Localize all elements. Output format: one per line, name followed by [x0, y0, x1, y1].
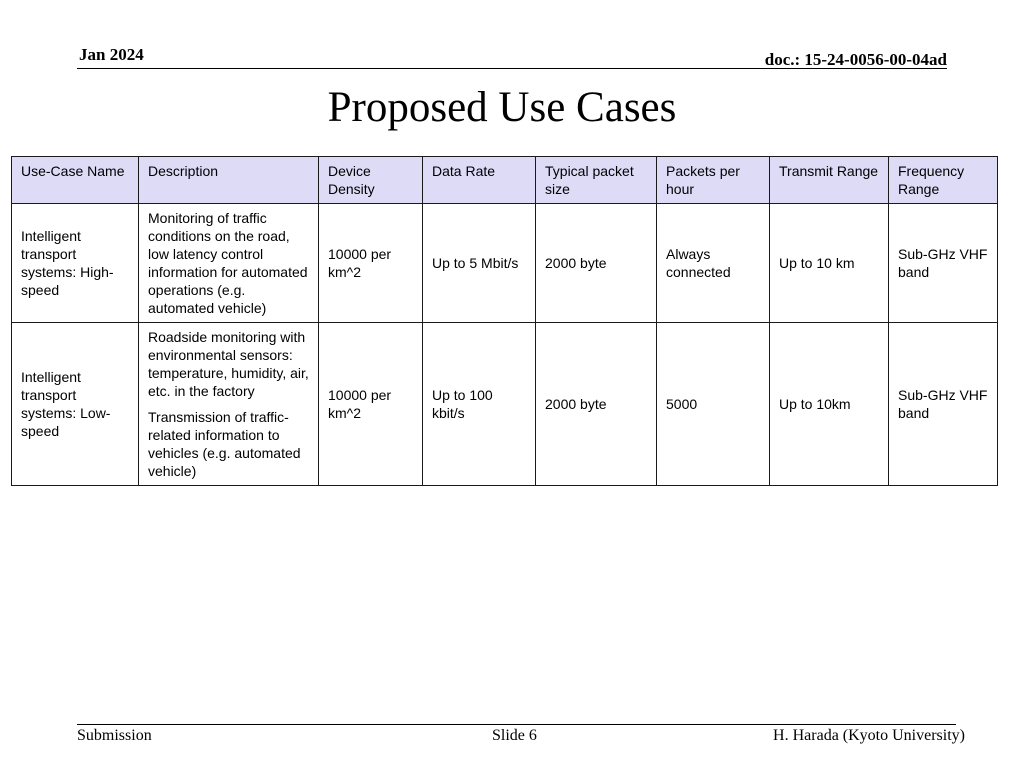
- footer-slide-number: Slide 6: [492, 727, 537, 744]
- table-header-row: [12, 157, 998, 204]
- packet-size-cell: 2000 byte: [536, 204, 657, 323]
- column-header-frequency-range: Frequency Range: [889, 157, 998, 204]
- footer-divider: [77, 724, 956, 725]
- data-rate-cell: Up to 100 kbit/s: [423, 323, 536, 486]
- description-cell: [139, 323, 319, 486]
- use-case-name-cell: Intelligent transport systems: Low-speed: [12, 323, 139, 486]
- footer-submission: Submission: [77, 727, 152, 744]
- frequency-range-cell: Sub-GHz VHF band: [889, 204, 998, 323]
- column-header-use-case-name: Use-Case Name: [12, 157, 139, 204]
- header-date: Jan 2024: [79, 45, 144, 64]
- description-cell: [139, 204, 319, 323]
- table-row: [12, 323, 998, 486]
- footer-author: H. Harada (Kyoto University): [773, 727, 965, 744]
- device-density-cell: 10000 per km^2: [319, 323, 423, 486]
- header-divider: [77, 68, 947, 69]
- data-rate-cell: Up to 5 Mbit/s: [423, 204, 536, 323]
- column-header-description: Description: [139, 157, 319, 204]
- table-row: [12, 204, 998, 323]
- device-density-cell: 10000 per km^2: [319, 204, 423, 323]
- packet-size-cell: 2000 byte: [536, 323, 657, 486]
- transmit-range-cell: Up to 10km: [770, 323, 889, 486]
- packets-per-hour-cell: Always connected: [657, 204, 770, 323]
- header-doc-id: doc.: 15-24-0056-00-04ad: [764, 50, 947, 69]
- packets-per-hour-cell: 5000: [657, 323, 770, 486]
- column-header-packets-per-hour: Packets per hour: [657, 157, 770, 204]
- transmit-range-cell: Up to 10 km: [770, 204, 889, 323]
- description-paragraph: Roadside monitoring with environmental sensors: temperature, humidity, air, etc. in the factory: [148, 329, 309, 399]
- slide-title: Proposed Use Cases: [327, 84, 677, 131]
- column-header-transmit-range: Transmit Range: [770, 157, 889, 204]
- description-paragraph: Transmission of traffic-related information to vehicles (e.g. automated vehicle): [148, 409, 301, 479]
- use-case-table: [11, 156, 998, 486]
- frequency-range-cell: Sub-GHz VHF band: [889, 323, 998, 486]
- column-header-packet-size: Typical packet size: [536, 157, 657, 204]
- use-case-name-cell: Intelligent transport systems: High-speed: [12, 204, 139, 323]
- column-header-data-rate: Data Rate: [423, 157, 536, 204]
- description-paragraph: Monitoring of traffic conditions on the road, low latency control information for automated operations (e.g. automated vehicle): [148, 210, 308, 316]
- column-header-device-density: Device Density: [319, 157, 423, 204]
